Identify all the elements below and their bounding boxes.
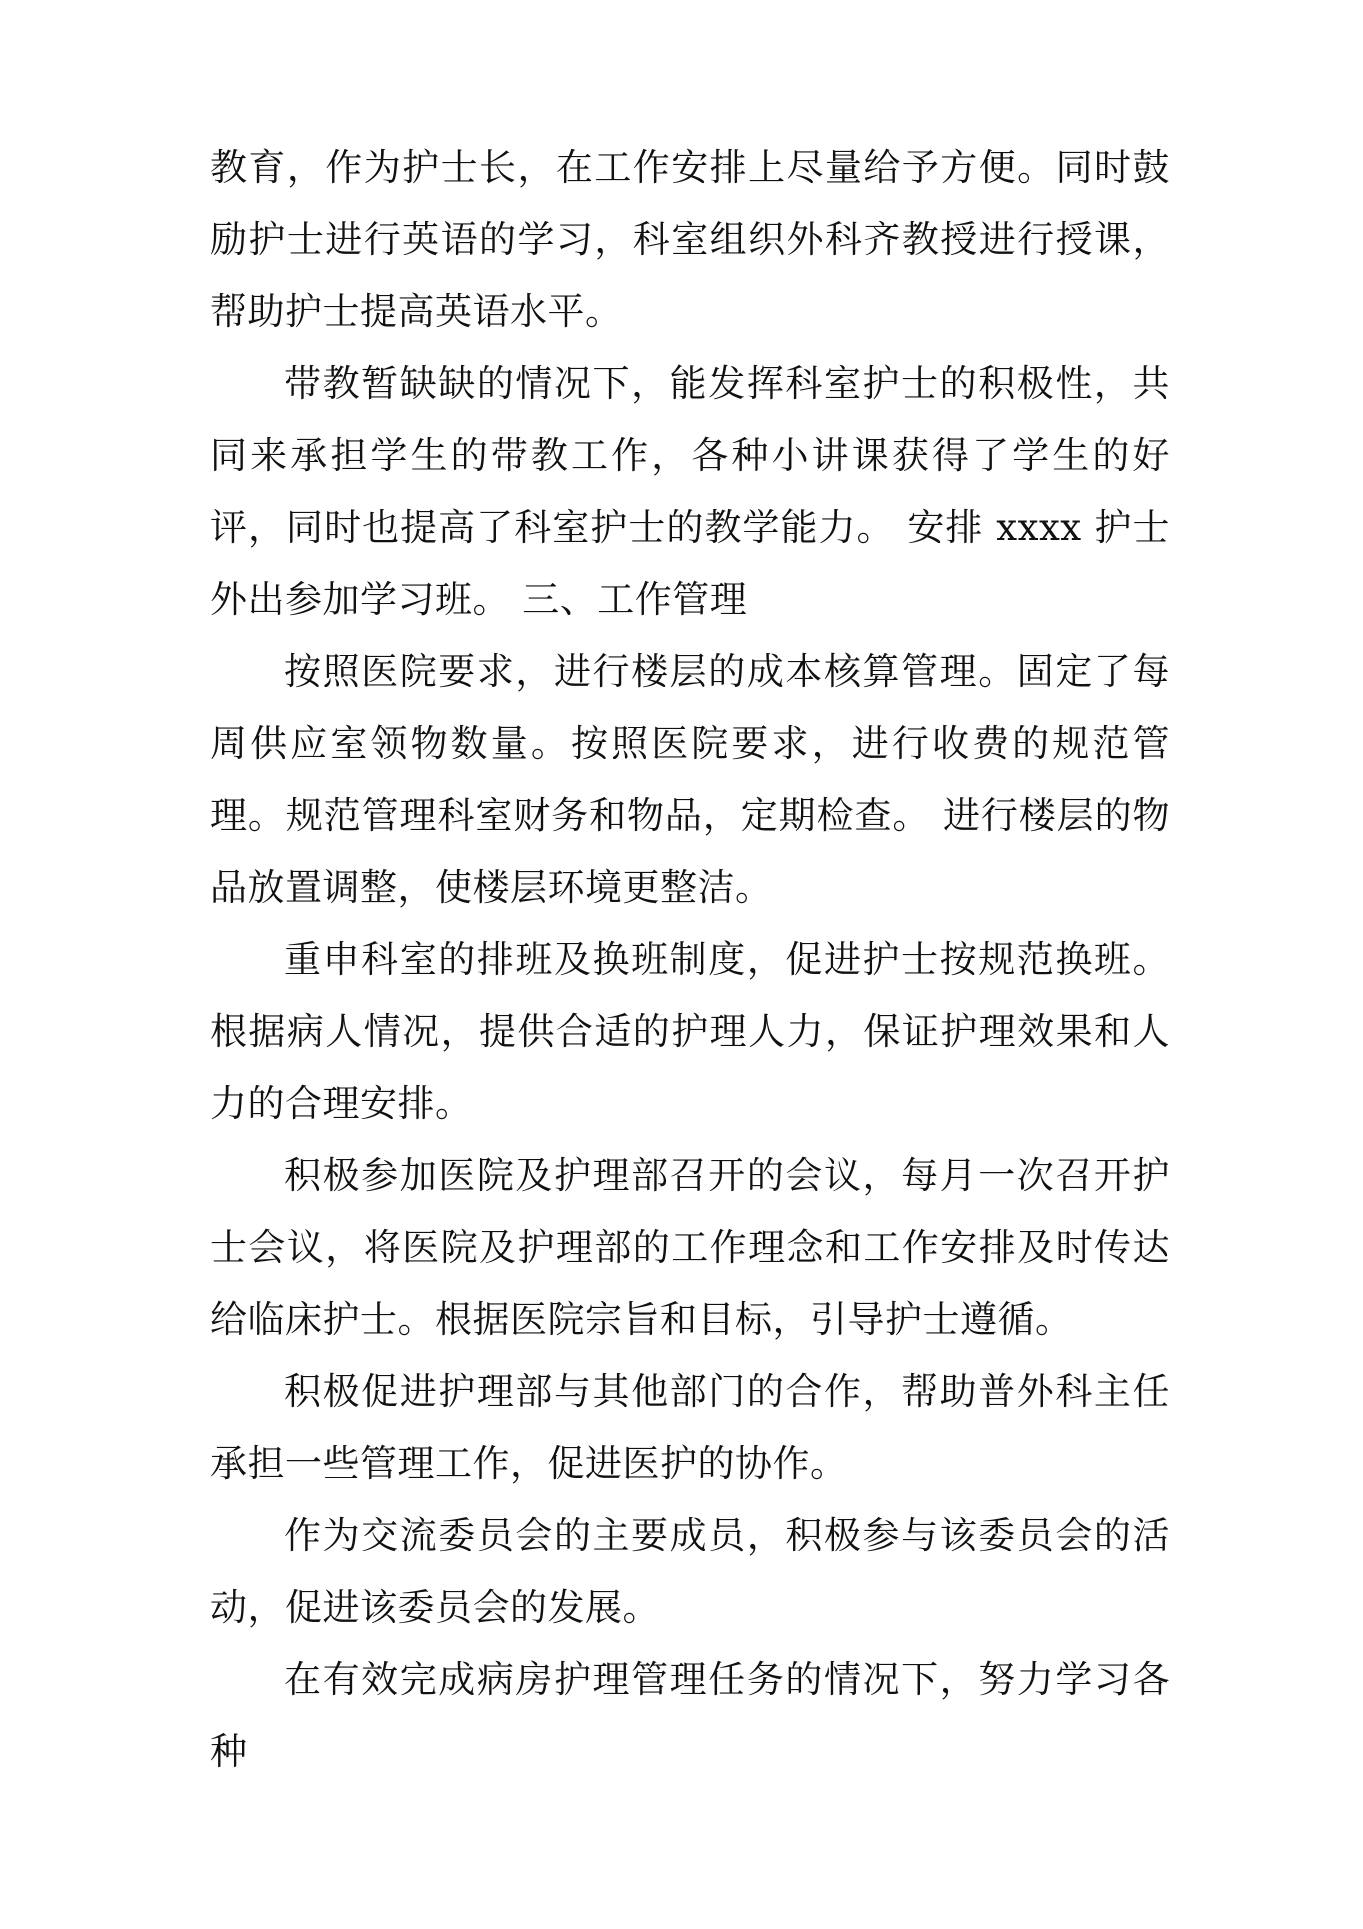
paragraph-meetings: 积极参加医院及护理部召开的会议，每月一次召开护士会议，将医院及护理部的工作理念和工作安排及时传达给临床护士。根据医院宗旨和目标，引导护士遵循。 xyxy=(210,1154,1170,1341)
paragraph-committee: 作为交流委员会的主要成员，积极参与该委员会的活动，促进该委员会的发展。 xyxy=(210,1514,1170,1629)
paragraph-teaching: 带教暂缺缺的情况下，能发挥科室护士的积极性，共同来承担学生的带教工作，各种小讲课获得了学生的好评，同时也提高了科室护士的教学能力。 安排 xxxx 护士外出参加学习班。 三、工作管理 xyxy=(210,362,1170,621)
paragraph-learning: 在有效完成病房护理管理任务的情况下，努力学习各种 xyxy=(210,1658,1170,1773)
document-body xyxy=(210,132,1170,1788)
paragraph-cooperation: 积极促进护理部与其他部门的合作，帮助普外科主任承担一些管理工作，促进医护的协作。 xyxy=(210,1370,1170,1485)
paragraph-continuation: 教育，作为护士长，在工作安排上尽量给予方便。同时鼓励护士进行英语的学习，科室组织外科齐教授进行授课，帮助护士提高英语水平。 xyxy=(210,146,1170,333)
paragraph-shift-system: 重申科室的排班及换班制度，促进护士按规范换班。根据病人情况，提供合适的护理人力，保证护理效果和人力的合理安排。 xyxy=(210,938,1170,1125)
paragraph-cost-management: 按照医院要求，进行楼层的成本核算管理。固定了每周供应室领物数量。按照医院要求，进行收费的规范管理。规范管理科室财务和物品，定期检查。 进行楼层的物品放置调整，使楼层环境更整洁。 xyxy=(210,650,1170,909)
